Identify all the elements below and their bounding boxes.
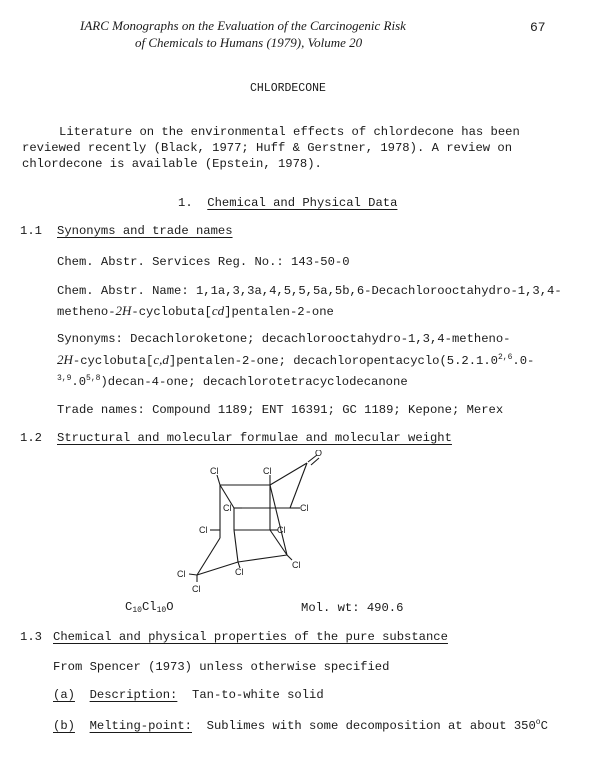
cl-atom-label: Cl [177,569,186,579]
chem-name-line-1: Chem. Abstr. Name: 1,1a,3,3a,4,5,5,5a,5b,6-Decachlorooctahydro-1,3,4- [57,284,562,298]
synonym-part: -cyclobuta[ [72,354,154,368]
formula-subscript: 10 [132,606,142,615]
cl-atom-label: Cl [292,560,301,570]
degree-symbol: o [535,718,541,727]
section-1-number: 1. [178,196,193,210]
trade-names: Trade names: Compound 1189; ENT 16391; GC 1189; Kepone; Merex [57,403,504,417]
molecular-formula [125,600,174,615]
synonyms-line-1: Synonyms: Decachloroketone; decachlorooctahydro-1,3,4-metheno- [57,332,511,346]
o-atom-label: O [315,450,323,458]
chem-name-part: -cyclobuta[ [131,305,212,319]
subsection-1-2-title: Structural and molecular formulae and molecular weight [57,431,452,445]
subsection-1-2-number: 1.2 [20,431,42,445]
registry-number: Chem. Abstr. Services Reg. No.: 143-50-0 [57,255,350,269]
cl-atom-label: Cl [210,466,219,476]
synonym-part: ]pentalen-2-one; decachloropentacyclo(5.2.1.0 [168,354,498,368]
formula-part: O [166,600,174,614]
synonym-italic: c,d [153,352,169,367]
cl-atom-label: Cl [300,503,309,513]
property-b-value: Sublimes with some decomposition at about 350 [206,719,536,733]
intro-line-3: chlordecone is available (Epstein, 1978). [22,157,322,171]
subsection-1-3-title: Chemical and physical properties of the pure substance [53,630,448,644]
subsection-1-3-number: 1.3 [20,630,42,644]
synonym-part: .0 [71,375,87,389]
chem-name-part: ]pentalen-2-one [224,305,334,319]
running-header-line-2: of Chemicals to Humans (1979), Volume 20 [135,35,363,50]
property-a-label: (a) [53,688,75,702]
chlordecone-structure-diagram [172,450,332,600]
intro-line-1: Literature on the environmental effects of chlordecone has been [59,125,520,139]
cl-atom-label: Cl [235,567,244,577]
cl-atom-label: Cl [277,525,286,535]
synonyms-line-2 [57,352,534,368]
property-a [53,688,324,702]
page-title: CHLORDECONE [250,82,326,95]
cl-atom-label: Cl [223,503,232,513]
property-b-unit: C [540,719,548,733]
synonym-italic: 2H [57,352,73,367]
formula-subscript: 10 [156,606,167,615]
cl-atom-label: Cl [199,525,208,535]
synonym-superscript: 3,9 [57,374,72,383]
chem-name-italic: cd [211,303,225,318]
section-1-heading [178,196,397,210]
page-number: 67 [530,20,546,35]
property-a-title: Description: [89,688,178,702]
molecular-weight: Mol. wt: 490.6 [301,601,404,615]
synonym-superscript: 5,8 [86,374,101,383]
property-b [53,718,548,733]
synonym-superscript: 2,6 [498,353,513,362]
running-header-line-1: IARC Monographs on the Evaluation of the Carcinogenic Risk [80,18,406,33]
source-note: From Spencer (1973) unless otherwise specified [53,660,390,674]
subsection-1-1-number: 1.1 [20,224,42,238]
formula-part: Cl [141,600,157,614]
synonym-part: )decan-4-one; decachlorotetracyclodecanone [100,375,408,389]
intro-line-2: reviewed recently (Black, 1977; Huff & Gerstner, 1978). A review on [22,141,513,155]
synonyms-line-3 [57,374,408,389]
formula-part: C [125,600,133,614]
subsection-1-1-title: Synonyms and trade names [57,224,233,238]
property-a-value: Tan-to-white solid [192,688,324,702]
cl-atom-label: Cl [192,584,201,594]
cl-atom-label: Cl [263,466,272,476]
section-1-title: Chemical and Physical Data [207,196,398,210]
chem-name-italic: 2H [115,303,132,318]
chem-name-line-2 [57,303,334,319]
property-b-title: Melting-point: [89,719,192,733]
property-b-label: (b) [53,719,75,733]
chem-name-part: metheno- [57,305,116,319]
synonym-part: .0- [512,354,535,368]
